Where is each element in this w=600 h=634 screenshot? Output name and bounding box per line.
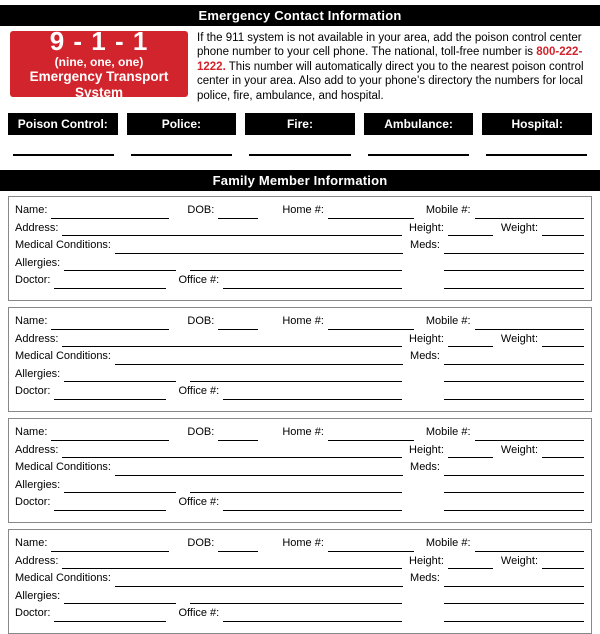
doctor-input-line[interactable] <box>54 389 166 400</box>
meds-continuation-line[interactable] <box>444 593 584 604</box>
address-label: Address: <box>15 221 59 234</box>
dob-label: DOB: <box>187 537 215 550</box>
weight-label: Weight: <box>500 554 538 567</box>
meds-continuation-line[interactable] <box>444 611 584 622</box>
member-row-medical <box>15 350 584 368</box>
medical-conditions-input-line[interactable] <box>115 243 403 254</box>
member-row-address <box>15 555 584 573</box>
fire-number-line[interactable] <box>249 154 350 156</box>
doctor-input-line[interactable] <box>54 611 166 622</box>
family-members-list <box>8 196 592 634</box>
address-input-line[interactable] <box>62 225 402 236</box>
allergies-continuation-line[interactable] <box>190 371 402 382</box>
weight-input-line[interactable] <box>542 447 584 458</box>
member-row-allergies <box>15 257 584 275</box>
hospital-number-line[interactable] <box>486 154 587 156</box>
allergies-input-line[interactable] <box>64 260 176 271</box>
allergies-input-line[interactable] <box>64 482 176 493</box>
medical-conditions-label: Medical Conditions: <box>15 461 111 474</box>
member-row-address <box>15 333 584 351</box>
allergies-continuation-line[interactable] <box>190 482 402 493</box>
emergency-contacts-row <box>8 113 592 135</box>
fire-label-box: Fire: <box>245 113 355 135</box>
address-input-line[interactable] <box>62 336 402 347</box>
911-badge <box>10 25 188 100</box>
weight-label: Weight: <box>500 332 538 345</box>
office-phone-label: Office #: <box>178 496 220 509</box>
poison-control-phone-number: 800-222-1222. <box>197 46 583 73</box>
mobile-phone-label: Mobile #: <box>425 204 471 217</box>
family-member-block <box>8 529 592 634</box>
allergies-label: Allergies: <box>15 478 61 491</box>
emergency-intro <box>10 25 597 103</box>
office-phone-input-line[interactable] <box>223 611 402 622</box>
allergies-input-line[interactable] <box>64 371 176 382</box>
home-phone-input-line[interactable] <box>328 541 414 552</box>
meds-input-line[interactable] <box>444 243 584 254</box>
mobile-phone-label: Mobile #: <box>425 315 471 328</box>
home-phone-label: Home #: <box>282 537 324 550</box>
weight-input-line[interactable] <box>542 336 584 347</box>
member-row-name <box>15 426 584 444</box>
office-phone-label: Office #: <box>178 274 220 287</box>
home-phone-input-line[interactable] <box>328 319 414 330</box>
member-row-name <box>15 204 584 222</box>
instructions-text-after: This number will automatically direct you to the nearest poison control center in your area. Also add to your phone’s directory the numbers for local police, fire, ambulance, and hospital. <box>197 60 584 102</box>
medical-conditions-input-line[interactable] <box>115 576 403 587</box>
ambulance-number-line[interactable] <box>368 154 469 156</box>
meds-label: Meds: <box>410 461 440 474</box>
office-phone-input-line[interactable] <box>223 389 402 400</box>
height-label: Height: <box>409 554 444 567</box>
mobile-phone-input-line[interactable] <box>475 208 584 219</box>
mobile-phone-label: Mobile #: <box>425 537 471 550</box>
member-row-doctor <box>15 274 584 292</box>
emergency-transport-label: Emergency Transport System <box>29 68 169 100</box>
member-row-allergies <box>15 479 584 497</box>
mobile-phone-label: Mobile #: <box>425 426 471 439</box>
911-number: 9 - 1 - 1 <box>49 25 149 56</box>
family-member-block <box>8 307 592 412</box>
police-label-box: Police: <box>127 113 237 135</box>
member-row-name <box>15 315 584 333</box>
meds-continuation-line[interactable] <box>444 500 584 511</box>
meds-continuation-line[interactable] <box>444 371 584 382</box>
name-input-line[interactable] <box>51 319 169 330</box>
doctor-input-line[interactable] <box>54 500 166 511</box>
meds-continuation-line[interactable] <box>444 482 584 493</box>
office-phone-label: Office #: <box>178 607 220 620</box>
height-input-line[interactable] <box>448 558 493 569</box>
poison-control-instructions <box>197 31 597 103</box>
home-phone-label: Home #: <box>282 426 324 439</box>
dob-input-line[interactable] <box>218 541 258 552</box>
home-phone-input-line[interactable] <box>328 208 414 219</box>
office-phone-input-line[interactable] <box>223 500 402 511</box>
dob-input-line[interactable] <box>218 319 258 330</box>
meds-input-line[interactable] <box>444 576 584 587</box>
mobile-phone-input-line[interactable] <box>475 430 584 441</box>
member-row-doctor <box>15 496 584 514</box>
mobile-phone-input-line[interactable] <box>475 319 584 330</box>
dob-label: DOB: <box>187 204 215 217</box>
allergies-input-line[interactable] <box>64 593 176 604</box>
911-pronunciation: (nine, one, one) <box>54 54 144 69</box>
dob-label: DOB: <box>187 426 215 439</box>
member-row-medical <box>15 461 584 479</box>
dob-input-line[interactable] <box>218 208 258 219</box>
weight-input-line[interactable] <box>542 225 584 236</box>
weight-input-line[interactable] <box>542 558 584 569</box>
medical-conditions-input-line[interactable] <box>115 465 403 476</box>
allergies-label: Allergies: <box>15 589 61 602</box>
dob-label: DOB: <box>187 315 215 328</box>
name-input-line[interactable] <box>51 208 169 219</box>
member-row-allergies <box>15 368 584 386</box>
name-input-line[interactable] <box>51 541 169 552</box>
medical-conditions-input-line[interactable] <box>115 354 403 365</box>
member-row-medical <box>15 572 584 590</box>
meds-continuation-line[interactable] <box>444 278 584 289</box>
medical-conditions-label: Medical Conditions: <box>15 350 111 363</box>
meds-label: Meds: <box>410 572 440 585</box>
doctor-label: Doctor: <box>15 274 51 287</box>
family-member-block <box>8 196 592 301</box>
medical-conditions-label: Medical Conditions: <box>15 239 111 252</box>
address-input-line[interactable] <box>62 558 402 569</box>
meds-input-line[interactable] <box>444 465 584 476</box>
medical-conditions-label: Medical Conditions: <box>15 572 111 585</box>
home-phone-input-line[interactable] <box>328 430 414 441</box>
meds-input-line[interactable] <box>444 354 584 365</box>
home-phone-label: Home #: <box>282 204 324 217</box>
height-input-line[interactable] <box>448 447 493 458</box>
member-row-doctor <box>15 385 584 403</box>
poison-control-label-box: Poison Control: <box>8 113 118 135</box>
allergies-label: Allergies: <box>15 367 61 380</box>
height-label: Height: <box>409 443 444 456</box>
instructions-text-before: If the 911 system is not available in your area, add the poison control center phone number to your cell phone. The national, toll-free number is <box>197 32 582 59</box>
allergies-continuation-line[interactable] <box>190 260 402 271</box>
weight-label: Weight: <box>500 221 538 234</box>
member-row-address <box>15 222 584 240</box>
height-input-line[interactable] <box>448 225 493 236</box>
meds-continuation-line[interactable] <box>444 260 584 271</box>
allergies-continuation-line[interactable] <box>190 593 402 604</box>
name-input-line[interactable] <box>51 430 169 441</box>
member-row-doctor <box>15 607 584 625</box>
height-label: Height: <box>409 221 444 234</box>
hospital-label-box: Hospital: <box>482 113 592 135</box>
doctor-label: Doctor: <box>15 385 51 398</box>
section-header-family: Family Member Information <box>0 170 600 191</box>
address-label: Address: <box>15 554 59 567</box>
meds-label: Meds: <box>410 350 440 363</box>
member-row-allergies <box>15 590 584 608</box>
doctor-label: Doctor: <box>15 607 51 620</box>
address-label: Address: <box>15 443 59 456</box>
office-phone-label: Office #: <box>178 385 220 398</box>
height-label: Height: <box>409 332 444 345</box>
name-label: Name: <box>15 204 48 217</box>
member-row-name <box>15 537 584 555</box>
poison-control-number-line[interactable] <box>13 154 114 156</box>
meds-label: Meds: <box>410 239 440 252</box>
emergency-contacts-write-lines <box>13 154 587 156</box>
ambulance-label-box: Ambulance: <box>364 113 474 135</box>
address-input-line[interactable] <box>62 447 402 458</box>
name-label: Name: <box>15 537 48 550</box>
meds-continuation-line[interactable] <box>444 389 584 400</box>
family-member-block <box>8 418 592 523</box>
police-number-line[interactable] <box>131 154 232 156</box>
office-phone-input-line[interactable] <box>223 278 402 289</box>
section-header-emergency: Emergency Contact Information <box>0 5 600 26</box>
dob-input-line[interactable] <box>218 430 258 441</box>
home-phone-label: Home #: <box>282 315 324 328</box>
mobile-phone-input-line[interactable] <box>475 541 584 552</box>
address-label: Address: <box>15 332 59 345</box>
allergies-label: Allergies: <box>15 256 61 269</box>
member-row-medical <box>15 239 584 257</box>
weight-label: Weight: <box>500 443 538 456</box>
height-input-line[interactable] <box>448 336 493 347</box>
doctor-label: Doctor: <box>15 496 51 509</box>
name-label: Name: <box>15 426 48 439</box>
member-row-address <box>15 444 584 462</box>
doctor-input-line[interactable] <box>54 278 166 289</box>
name-label: Name: <box>15 315 48 328</box>
